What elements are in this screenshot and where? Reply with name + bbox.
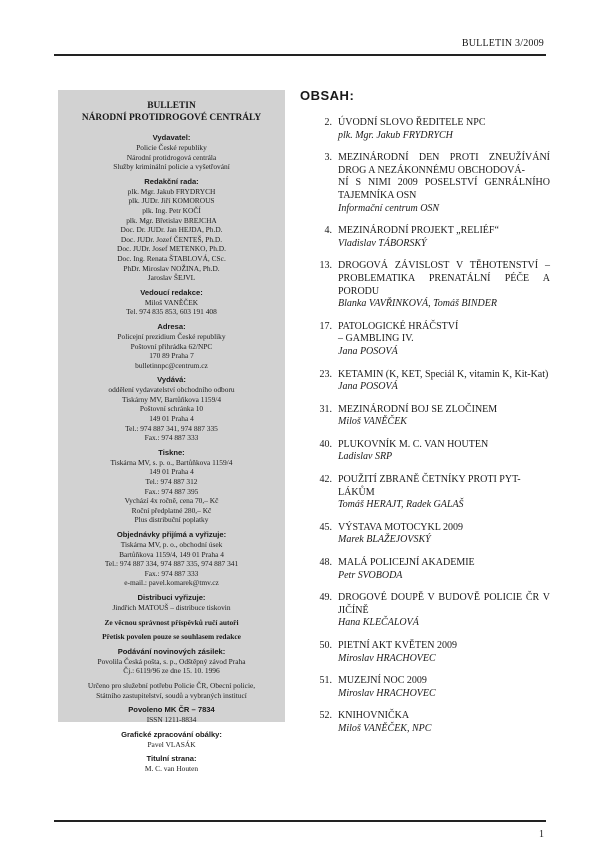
toc-entry-title: POUŽITÍ ZBRANĚ ČETNÍKY PROTI PYT- LÁKŮM [338,474,521,498]
graphics-block [62,730,281,750]
toc-page-number: 4. [324,225,332,237]
toc-entry-title: KETAMIN (K, KET, Speciál K, vitamin K, Kit-Kat) [338,368,549,380]
permit-block [62,705,281,725]
toc-entry [300,321,550,359]
toc-entry [300,260,550,310]
toc-entry-author: Miroslav HRACHOVEC [338,652,436,664]
toc-page-number: 42. [319,474,332,486]
section-line: Fax.: 974 887 333 [144,568,199,578]
toc-entry-title: MUZEJNÍ NOC 2009 [338,675,427,687]
toc-entry-text [338,675,550,700]
section-line: Tel.: 974 887 341, 974 887 335 [125,423,218,433]
imprint-section [62,288,281,317]
section-line: Tel. 974 835 853, 603 191 408 [126,307,217,317]
toc-entry-author: plk. Mgr. Jakub FRYDRYCH [338,129,453,141]
section-heading: Distribuci vyřizuje: [137,592,206,602]
imprint-section [62,133,281,172]
section-line: oddělení vydavatelství obchodního odboru [108,385,235,395]
toc-page-number: 51. [319,675,332,687]
section-line: plk. Ing. Petr KOČÍ [142,205,201,215]
table-of-contents [300,88,550,746]
toc-entry [300,439,550,464]
toc-entry-title: VÝSTAVA MOTOCYKL 2009 [338,521,463,533]
usage-note-line: Státního zastupitelství, soudů a vybraných institucí [96,690,247,700]
toc-entry-title: KNIHOVNIČKA [338,710,410,722]
imprint-bold-notes [62,618,281,642]
toc-entry-text [338,117,550,142]
toc-entry-text [338,474,550,512]
section-line: bulletinnpc@centrum.cz [135,360,208,370]
section-line: Služby kriminální policie a vyšetřování [113,162,230,172]
section-heading: Redakční rada: [144,176,199,186]
section-line: Poštovní přihrádka 62/NPC [130,341,213,351]
bottom-rule [54,820,546,822]
toc-entry-author: Informační centrum OSN [338,202,440,214]
toc-entry-author: Blanka VAVŘINKOVÁ, Tomáš BINDER [338,298,497,310]
imprint-title: BULLETIN [147,101,196,111]
section-line: Jindřich MATOUŠ – distribuce tiskovin [112,602,231,612]
section-line: Doc. Ing. Renata ŠTABLOVÁ, CSc. [117,253,226,263]
toc-entry-author: Ladislav SRP [338,451,393,463]
section-line: Plus distribuční poplatky [134,515,209,525]
toc-entry-title: MEZINÁRODNÍ BOJ SE ZLOČINEM [338,403,498,415]
imprint-section [62,375,281,443]
toc-entry [300,592,550,630]
toc-entry-title: DROGOVÁ ZÁVISLOST V TĚHOTENSTVÍ – PROBLEMATIKA PRENATÁLNÍ PÉČE A PORODU [338,260,550,297]
toc-entry-text [338,152,550,215]
cover-heading: Titulní strana: [146,754,197,764]
toc-entry-author: Marek BLAŽEJOVSKÝ [338,534,431,546]
toc-entry-author: Petr SVOBODA [338,569,403,581]
toc-page-number: 49. [319,592,332,604]
graphics-name: Pavel VLASÁK [147,739,196,749]
toc-page-number: 52. [319,710,332,722]
imprint-sections-2 [62,647,281,676]
section-line: PhDr. Miroslav NOŽINA, Ph.D. [123,263,220,273]
section-line: Tel.: 974 887 334, 974 887 335, 974 887 341 [104,559,239,569]
toc-page-number: 13. [319,260,332,272]
bulletin-issue-header: BULLETIN 3/2009 [461,38,544,49]
section-line: Tel.: 974 887 312 [145,477,198,487]
section-heading: Adresa: [157,321,186,331]
section-heading: Objednávky přijímá a vyřizuje: [116,530,227,539]
section-line: 170 89 Praha 7 [149,351,194,361]
imprint-sections [62,133,281,613]
toc-entry-title: PLUKOVNÍK M. C. VAN HOUTEN [338,438,489,450]
section-line: Vychází 4x ročně, cena 70,– Kč [124,496,219,506]
toc-page-number: 17. [319,320,332,332]
section-heading: Podávání novinových zásilek: [117,646,226,656]
toc-entry [300,710,550,735]
usage-note-line: Určeno pro služební potřebu Policie ČR, Obecní policie, [87,680,256,690]
toc-entry-title: ÚVODNÍ SLOVO ŘEDITELE NPC [338,117,486,128]
section-line: 149 01 Praha 4 [149,414,194,424]
imprint-panel [58,90,285,774]
section-line: Fax.: 974 887 333 [144,433,199,443]
toc-page-number: 45. [319,521,332,533]
toc-entry [300,522,550,547]
toc-entry [300,675,550,700]
toc-entry-text [338,260,550,310]
toc-entry-title: DROGOVÉ DOUPĚ V BUDOVĚ POLICIE ČR V JIČÍNĚ [338,592,550,616]
section-line: Miloš VANĚČEK [144,297,199,307]
imprint-subtitle: NÁRODNÍ PROTIDROGOVÉ CENTRÁLY [81,113,262,123]
toc-entry-title: PATOLOGICKÉ HRÁČSTVÍ – GAMBLING IV. [338,320,459,345]
section-line: Tiskárny MV, Bartůňkova 1159/4 [121,394,222,404]
section-line: Národní protidrogová centrála [126,152,217,162]
section-line: Povolila Česká pošta, s. p., Odštěpný závod Praha [97,656,246,666]
section-line: Policejní prezidium České republiky [117,331,226,341]
toc-entry-author: Vladislav TÁBORSKÝ [338,237,427,249]
toc-entry [300,369,550,394]
toc-entry-author: Jana POSOVÁ [338,345,398,357]
section-line: Doc. Dr. JUDr. Jan HEJDA, Ph.D. [120,225,223,235]
toc-entry-text [338,369,550,394]
toc-page-number: 50. [319,640,332,651]
toc-page-number: 2. [324,117,332,128]
toc-page-number: 23. [319,368,332,380]
toc-entry-text [338,592,550,630]
toc-page-number: 31. [319,403,332,415]
toc-entry-author: Miloš VANĚČEK, NPC [338,722,432,734]
page-number: 1 [539,829,544,840]
cover-block [62,754,281,774]
section-line: e-mail.: pavel.komarek@tmv.cz [124,578,219,588]
section-line: plk. JUDr. Jiří KOMOROUS [128,196,215,206]
toc-entry [300,404,550,429]
toc-entry [300,557,550,582]
section-line: Poštovní schránka 10 [139,404,204,414]
section-line: Fax.: 974 887 395 [144,486,199,496]
top-rule [54,54,546,56]
toc-entry-title: PIETNÍ AKT KVĚTEN 2009 [338,640,457,651]
toc-entry-text [338,710,550,735]
toc-entry-author: Miloš VANĚČEK [338,416,407,428]
toc-entry-text [338,404,550,429]
section-heading: Vedoucí redakce: [140,287,203,297]
imprint-section [62,322,281,370]
section-heading: Tiskne: [158,447,185,457]
issn: ISSN 1211-8834 [146,715,197,725]
cover-name: M. C. van Houten [144,764,199,774]
imprint-section [62,593,281,613]
permit-heading: Povoleno MK ČR – 7834 [128,705,215,715]
toc-entry-text [338,321,550,359]
toc-entry-author: Miroslav HRACHOVEC [338,687,436,699]
section-line: Policie České republiky [136,143,207,152]
imprint-section [62,177,281,283]
section-line: 149 01 Praha 4 [149,467,194,477]
toc-title: OBSAH: [300,88,355,103]
toc-entry [300,152,550,215]
section-line: Čj.: 6119/96 ze dne 15. 10. 1996 [123,666,220,676]
toc-entry-text [338,640,550,665]
bold-note: Přetisk povolen pouze se souhlasem redakce [102,632,241,642]
toc-page-number: 48. [319,557,332,569]
toc-entry-text [338,557,550,582]
toc-entry-text [338,225,550,250]
toc-page-number: 40. [319,438,332,450]
imprint-section [62,530,281,588]
section-heading: Vydavatel: [152,133,191,142]
toc-entry [300,640,550,665]
section-line: Bartůňkova 1159/4, 149 01 Praha 4 [119,549,224,559]
toc-entry-author: Hana KLEČALOVÁ [338,617,419,629]
section-line: plk. Mgr. Jakub FRYDRYCH [127,186,216,196]
section-heading: Vydává: [157,375,186,385]
toc-entry-title: MEZINÁRODNÍ DEN PROTI ZNEUŽÍVÁNÍ DROG A NEZÁKONNÉMU OBCHODOVÁ- NÍ S NIMI 2009 POSELSTVÍ GENRÁLNÍHO TAJEMNÍKA OSN [338,152,550,201]
section-line: Jaroslav ŠEJVL [147,273,196,283]
graphics-heading: Grafické zpracování obálky: [121,729,222,739]
toc-page-number: 3. [324,152,332,164]
section-line: Tiskárna MV, p. o., obchodní úsek [120,540,223,549]
bold-note: Ze věcnou správnost příspěvků ručí autoři [104,617,239,627]
section-line: Tiskárna MV, s. p. o., Bartůňkova 1159/4 [110,457,233,467]
section-line: Doc. JUDr. Jozef ČENTEŠ, Ph.D. [120,234,223,244]
toc-entry [300,474,550,512]
imprint-section [62,448,281,525]
section-line: plk. Mgr. Břetislav BREJCHA [126,215,217,225]
toc-entry-author: Tomáš HERAJT, Radek GALAŠ [338,499,464,511]
toc-entry [300,117,550,142]
toc-entry-title: MEZINÁRODNÍ PROJEKT „RELIÉF“ [338,225,499,237]
imprint-section [62,647,281,676]
section-line: Roční předplatné 280,– Kč [131,505,212,515]
toc-entry [300,225,550,250]
toc-entry-text [338,522,550,547]
toc-entry-author: Jana POSOVÁ [338,381,398,393]
section-line: Doc. JUDr. Josef METENKO, Ph.D. [116,244,226,254]
toc-list [300,117,550,736]
toc-entry-text [338,439,550,464]
usage-note [62,681,281,700]
toc-entry-title: MALÁ POLICEJNÍ AKADEMIE [338,557,475,569]
